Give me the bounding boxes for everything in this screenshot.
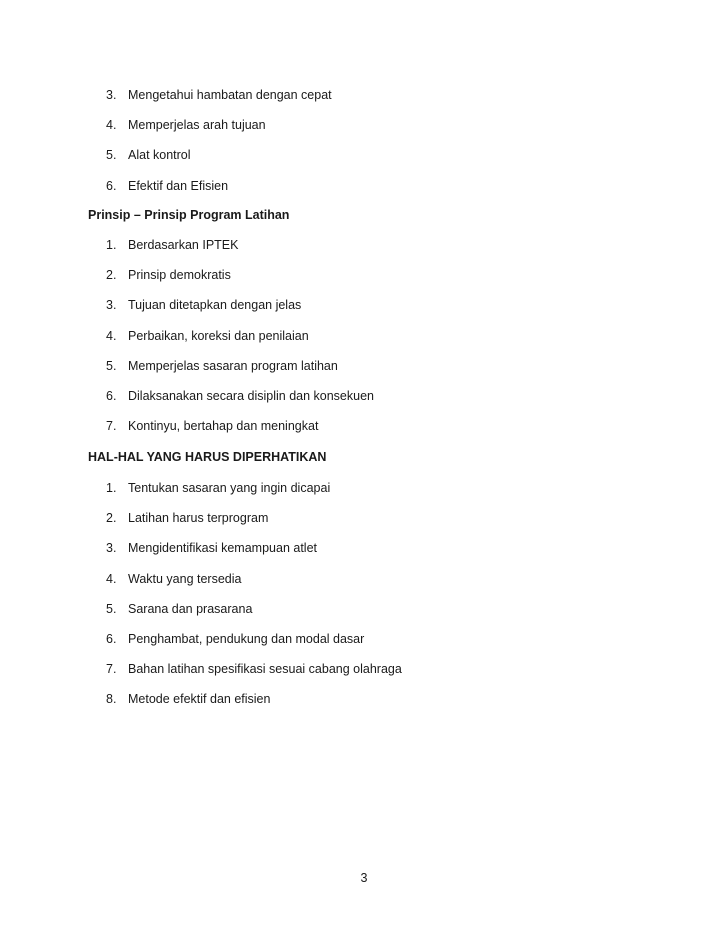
list-item-text: Tentukan sasaran yang ingin dicapai	[128, 481, 331, 495]
list-item-text: Perbaikan, koreksi dan penilaian	[128, 328, 309, 343]
list-item-text: Memperjelas arah tujuan	[128, 118, 266, 133]
list-item-number: 4.	[106, 118, 117, 133]
list-item-number: 1.	[106, 481, 117, 495]
list-item-number: 4.	[106, 328, 117, 343]
list-item-number: 3.	[106, 298, 117, 313]
list-item-number: 1.	[106, 238, 117, 252]
list-item-text: Metode efektif dan efisien	[128, 692, 271, 707]
list-item-text: Mengidentifikasi kemampuan atlet	[128, 541, 317, 556]
list-item-text: Latihan harus terprogram	[128, 511, 269, 526]
list-item-number: 6.	[106, 388, 117, 403]
list-item-text: Mengetahui hambatan dengan cepat	[128, 88, 332, 102]
list-item-text: Alat kontrol	[128, 148, 191, 163]
list-item-text: Tujuan ditetapkan dengan jelas	[128, 298, 302, 313]
list-item-number: 6.	[106, 178, 117, 193]
page-number: 3	[360, 871, 368, 885]
list-item-text: Penghambat, pendukung dan modal dasar	[128, 631, 365, 646]
list-item-number: 5.	[106, 601, 117, 616]
list-item-number: 2.	[106, 511, 117, 526]
list-item-number: 7.	[106, 662, 117, 677]
list-item-number: 2.	[106, 268, 117, 283]
list-item-text: Sarana dan prasarana	[128, 601, 253, 616]
list-item-number: 5.	[106, 148, 117, 163]
section-heading-prinsip: Prinsip – Prinsip Program Latihan	[88, 208, 290, 222]
list-item-number: 3.	[106, 88, 117, 102]
list-item-text: Prinsip demokratis	[128, 268, 231, 283]
list-item-text: Berdasarkan IPTEK	[128, 238, 239, 252]
list-item-number: 4.	[106, 571, 117, 586]
list-item-text: Efektif dan Efisien	[128, 178, 229, 193]
list-item-text: Dilaksanakan secara disiplin dan konsekuen	[128, 388, 374, 403]
list-item-number: 5.	[106, 358, 117, 373]
list-item-text: Waktu yang tersedia	[128, 571, 242, 586]
list-item-number: 3.	[106, 541, 117, 556]
list-item-number: 7.	[106, 419, 117, 434]
list-item-text: Memperjelas sasaran program latihan	[128, 358, 338, 373]
list-item-number: 6.	[106, 631, 117, 646]
list-item-text: Kontinyu, bertahap dan meningkat	[128, 419, 319, 434]
list-item-number: 8.	[106, 692, 117, 707]
list-item-text: Bahan latihan spesifikasi sesuai cabang olahraga	[128, 662, 402, 677]
section-heading-hal-hal: HAL-HAL YANG HARUS DIPERHATIKAN	[88, 450, 327, 464]
